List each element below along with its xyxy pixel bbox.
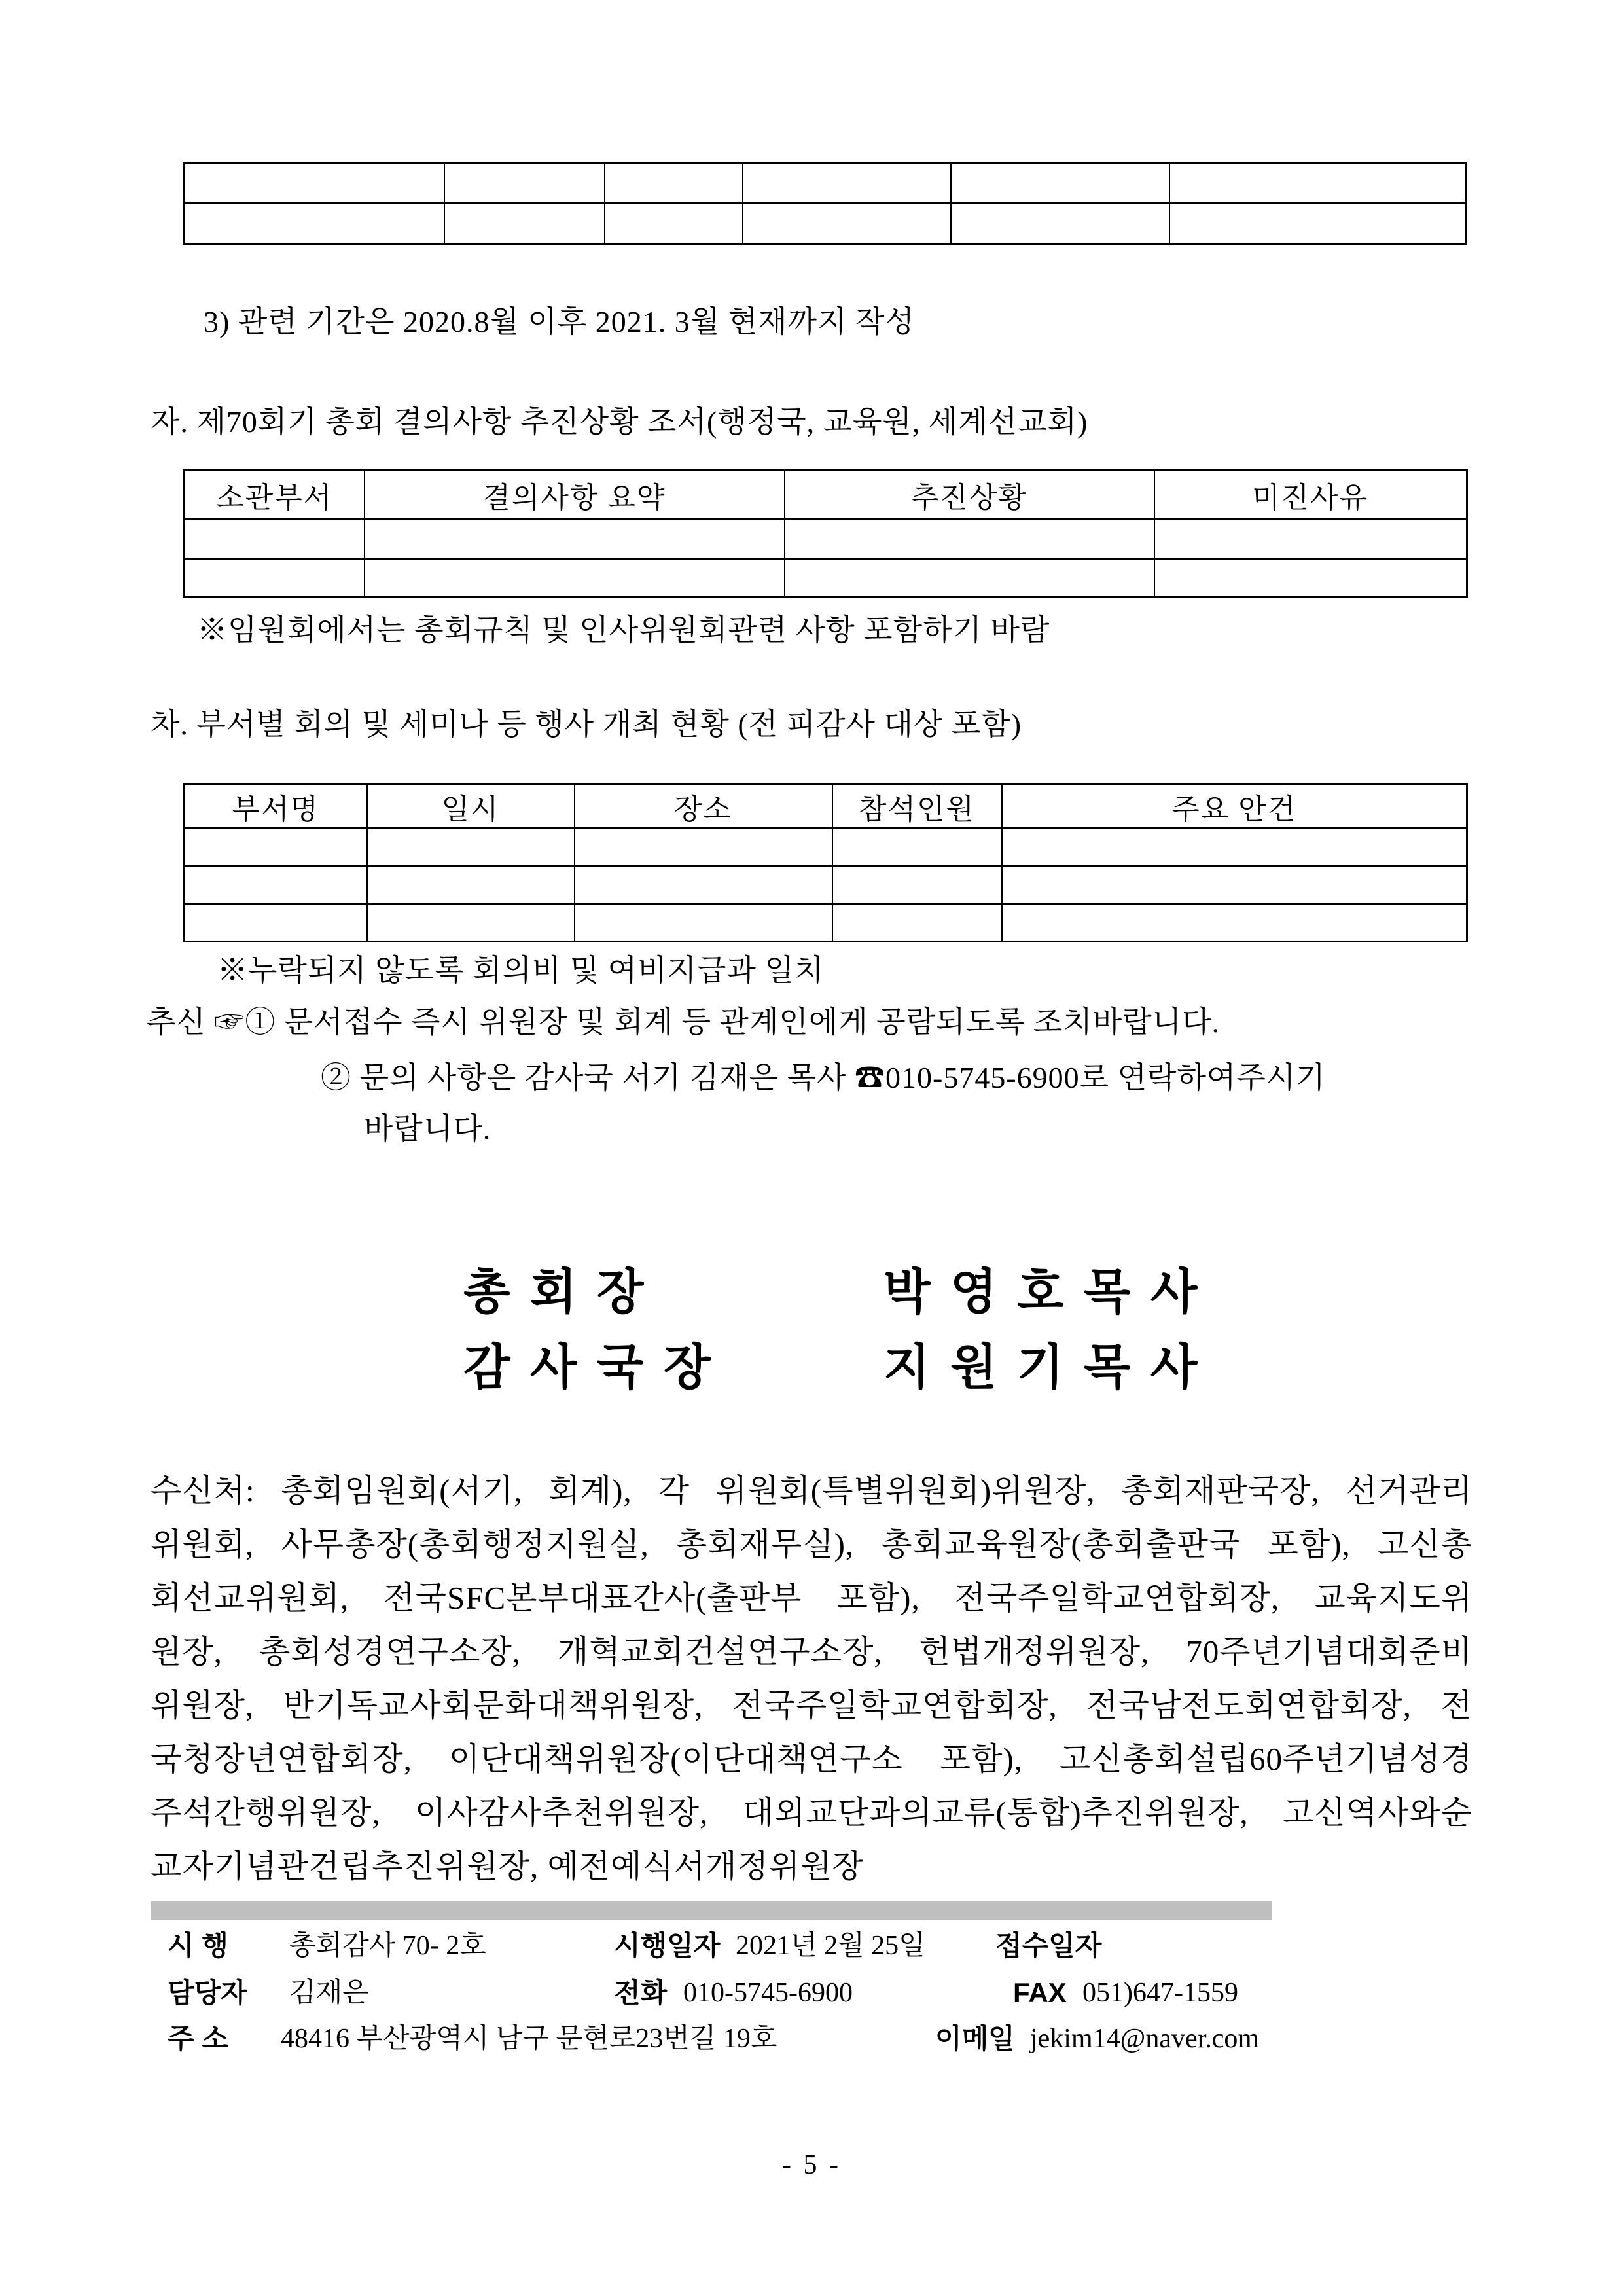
issue-label: 시 행 [168, 1930, 228, 1961]
empty-cell [785, 559, 1154, 597]
empty-cell [185, 867, 367, 905]
empty-cell [367, 905, 575, 942]
empty-cell [1002, 829, 1467, 867]
phone-label: 전화 [614, 1977, 668, 2008]
empty-cell [184, 204, 444, 245]
empty-cell [1169, 163, 1466, 204]
col-header-datetime: 일시 [367, 785, 575, 829]
empty-cell [365, 520, 785, 559]
empty-cell [1154, 520, 1467, 559]
section-cha-note: ※누락되지 않도록 회의비 및 여비지급과 일치 [217, 954, 825, 987]
postscript-line-3: 바랍니다. [364, 1112, 491, 1145]
empty-cell [832, 829, 1002, 867]
empty-cell [951, 204, 1169, 245]
empty-cell [185, 829, 367, 867]
col-header-department: 소관부서 [185, 470, 365, 520]
table-row [185, 829, 1467, 867]
email-value: jekim14@naver.com [1030, 2024, 1260, 2054]
period-note: 3) 관련 기간은 2020.8월 이후 2021. 3월 현재까지 작성 [204, 305, 915, 338]
address-value: 48416 부산광역시 남구 문현로23번길 19호 [281, 2024, 777, 2054]
recipients-line: 수신처: 총회임원회(서기, 회계), 각 위원회(특별위원회)위원장, 총회재판국장, 선거관리 [151, 1473, 1472, 1509]
recipients-paragraph [151, 1464, 1472, 1893]
section-ja-note: ※임원회에서는 총회규칙 및 인사위원회관련 사항 포함하기 바람 [197, 613, 1050, 647]
receipt-date-label: 접수일자 [995, 1930, 1102, 1961]
divider-bar [151, 1901, 1272, 1920]
empty-cell [832, 867, 1002, 905]
signature-title-moderator: 총 회 장 [463, 1266, 648, 1319]
recipients-line: 위원장, 반기독교사회문화대책위원장, 전국주일학교연합회장, 전국남전도회연합회장, 전 [151, 1687, 1472, 1723]
page-number: - 5 - [782, 2150, 841, 2180]
table-row [185, 867, 1467, 905]
empty-cell [951, 163, 1169, 204]
issue-date-value: 2021년 2월 25일 [736, 1931, 925, 1961]
table-header-row [185, 470, 1467, 520]
recipients-line: 위원회, 사무총장(총회행정지원실, 총회재무실), 총회교육원장(총회출판국 포함), 고신총 [151, 1526, 1472, 1562]
recipients-line: 원장, 총회성경연구소장, 개혁교회건설연구소장, 헌법개정위원장, 70주년기념대회준비 [151, 1634, 1472, 1670]
top-continuation-table [183, 162, 1467, 245]
issue-date-label: 시행일자 [614, 1930, 721, 1961]
recipients-line: 국청장년연합회장, 이단대책위원장(이단대책연구소 포함), 고신총회설립60주년기념성경 [151, 1741, 1472, 1777]
empty-cell [1154, 559, 1467, 597]
empty-cell [575, 905, 832, 942]
signature-title-audit-director: 감 사 국 장 [463, 1341, 715, 1395]
empty-cell [185, 559, 365, 597]
table-row [184, 204, 1466, 245]
empty-cell [444, 204, 605, 245]
postscript-line-1: 추신 ☞① 문서접수 즉시 위원장 및 회계 등 관계인에게 공람되도록 조치바랍니다. [147, 1005, 1221, 1039]
decision-status-table [183, 469, 1468, 598]
empty-cell [444, 163, 605, 204]
empty-cell [185, 520, 365, 559]
phone-number: 010-5745-6900 [683, 1978, 853, 2008]
col-header-progress: 추진상황 [785, 470, 1154, 520]
empty-cell [1002, 905, 1467, 942]
empty-cell [575, 867, 832, 905]
section-ja-title: 자. 제70회기 총회 결의사항 추진상황 조서(행정국, 교육원, 세계선교회) [151, 405, 1088, 439]
empty-cell [743, 204, 951, 245]
empty-cell [605, 163, 743, 204]
empty-cell [605, 204, 743, 245]
person-in-charge-name: 김재은 [289, 1978, 369, 2008]
fax-number: 051)647-1559 [1082, 1978, 1238, 2008]
table-header-row [185, 785, 1467, 829]
email-label: 이메일 [935, 2023, 1015, 2054]
address-label: 주 소 [168, 2023, 228, 2054]
issue-number: 총회감사 70- 2호 [289, 1931, 486, 1961]
empty-cell [184, 163, 444, 204]
recipients-line: 주석간행위원장, 이사감사추천위원장, 대외교단과의교류(통합)추진위원장, 고신역사와순 [151, 1795, 1472, 1831]
col-header-dept-name: 부서명 [185, 785, 367, 829]
empty-cell [367, 829, 575, 867]
signature-name-audit-director: 지 원 기 목 사 [883, 1341, 1202, 1395]
empty-cell [367, 867, 575, 905]
signature-name-moderator: 박 영 호 목 사 [883, 1266, 1202, 1319]
recipients-line: 교자기념관건립추진위원장, 예전예식서개정위원장 [151, 1848, 864, 1884]
fax-label: FAX [1013, 1977, 1067, 2008]
empty-cell [832, 905, 1002, 942]
meeting-status-table [183, 783, 1468, 942]
col-header-delay-reason: 미진사유 [1154, 470, 1467, 520]
recipients-line: 회선교위원회, 전국SFC본부대표간사(출판부 포함), 전국주일학교연합회장, 교육지도위 [151, 1580, 1472, 1616]
table-row [185, 559, 1467, 597]
table-row [185, 520, 1467, 559]
empty-cell [575, 829, 832, 867]
empty-cell [185, 905, 367, 942]
postscript-line-2: ② 문의 사항은 감사국 서기 김재은 목사 ☎010-5745-6900로 연락하여주시기 [321, 1061, 1326, 1094]
table-row [184, 163, 1466, 204]
col-header-resolution-summary: 결의사항 요약 [365, 470, 785, 520]
col-header-main-agenda: 주요 안건 [1002, 785, 1467, 829]
col-header-attendees: 참석인원 [832, 785, 1002, 829]
empty-cell [743, 163, 951, 204]
col-header-place: 장소 [575, 785, 832, 829]
empty-cell [1002, 867, 1467, 905]
table-row [185, 905, 1467, 942]
empty-cell [365, 559, 785, 597]
person-in-charge-label: 담당자 [168, 1977, 247, 2008]
section-cha-title: 차. 부서별 회의 및 세미나 등 행사 개최 현황 (전 피감사 대상 포함) [151, 708, 1022, 741]
empty-cell [785, 520, 1154, 559]
empty-cell [1169, 204, 1466, 245]
